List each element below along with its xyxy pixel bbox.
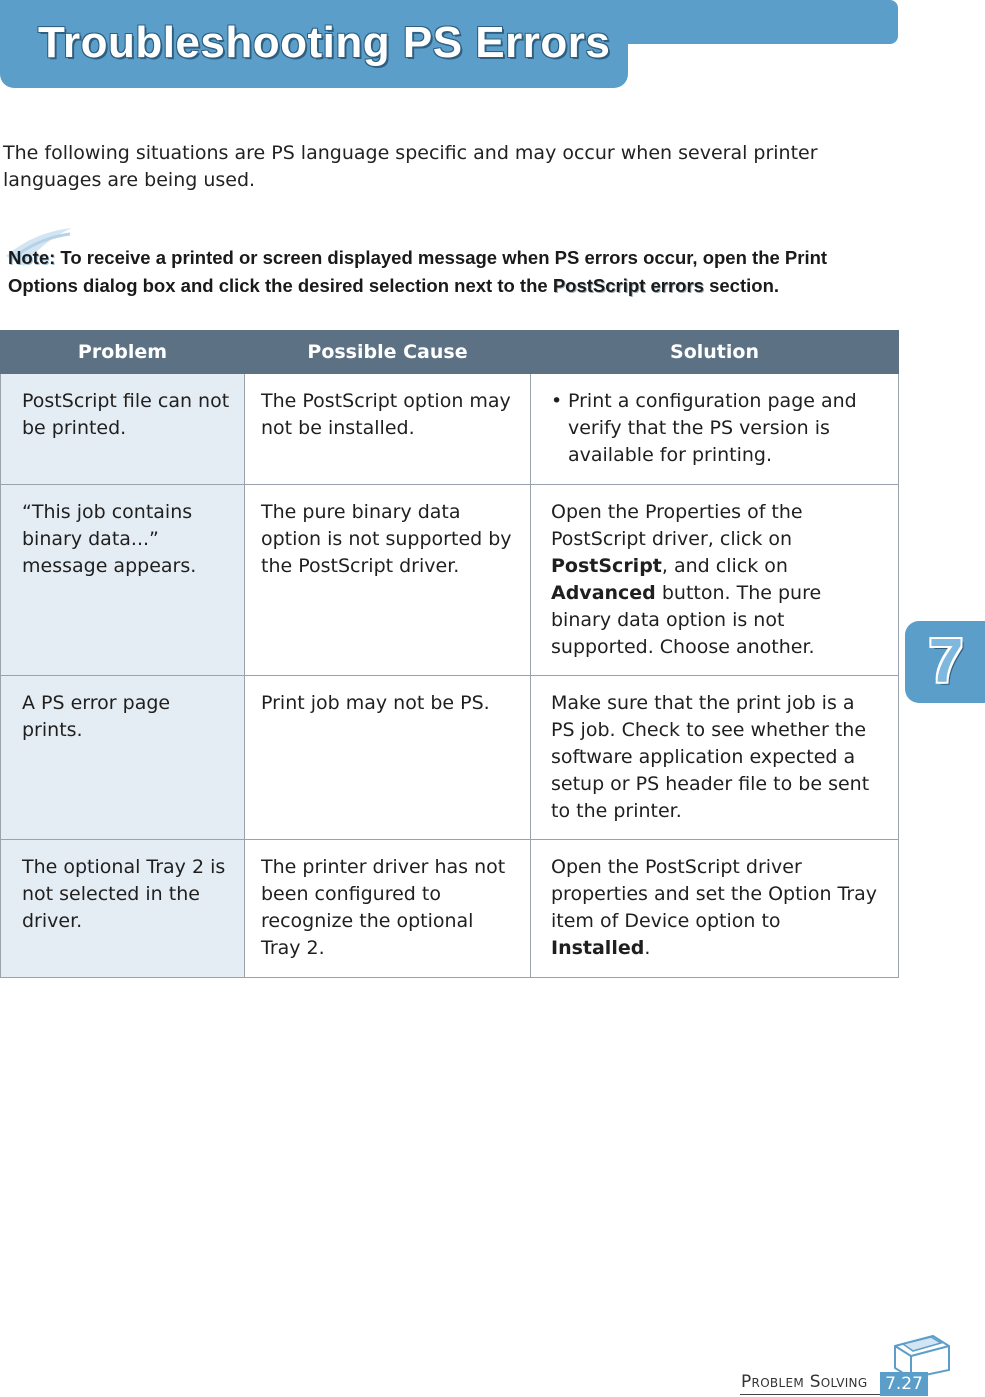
note-text-before: To receive a printed or screen displayed message when PS errors occur, open the Print Options dialog box and click the desired selection next to the bbox=[8, 247, 828, 296]
solution-cell bbox=[531, 374, 899, 485]
header-problem: Problem bbox=[1, 331, 245, 374]
troubleshooting-table bbox=[0, 330, 899, 978]
solution-text: , and click on bbox=[661, 555, 788, 577]
cause-cell: The printer driver has not been configured to recognize the optional Tray 2. bbox=[245, 840, 531, 978]
note-text-after: section. bbox=[703, 275, 780, 296]
note bbox=[8, 244, 898, 300]
problem-cell: A PS error page prints. bbox=[1, 676, 245, 840]
table-header-row bbox=[1, 331, 899, 374]
note-keyword: PostScript errors bbox=[552, 275, 704, 296]
chapter-number: 7 bbox=[928, 627, 964, 696]
chapter-tab bbox=[905, 621, 985, 703]
problem-cell: “This job contains binary data...” message appears. bbox=[1, 485, 245, 676]
solution-text: button. The pure binary data option is not supported. Choose another. bbox=[551, 582, 822, 658]
footer-section-text: Problem Solving bbox=[741, 1372, 868, 1392]
table-row bbox=[1, 485, 899, 676]
solution-bullet-item bbox=[551, 388, 884, 469]
footer-rule bbox=[740, 1394, 880, 1395]
cause-cell: Print job may not be PS. bbox=[245, 676, 531, 840]
solution-cell bbox=[531, 485, 899, 676]
problem-cell: The optional Tray 2 is not selected in the driver. bbox=[1, 840, 245, 978]
table-row bbox=[1, 676, 899, 840]
solution-text: Open the Properties of the PostScript driver, click on bbox=[551, 501, 803, 550]
page-title: Troubleshooting PS Errors bbox=[38, 18, 611, 67]
solution-text: Open the PostScript driver properties and set the Option Tray item of Device option to bbox=[551, 856, 878, 932]
note-label: Note: bbox=[8, 247, 56, 268]
solution-cell bbox=[531, 840, 899, 978]
page-number: 7.27 bbox=[880, 1372, 928, 1396]
solution-text: Print a configuration page and verify that the PS version is available for printing. bbox=[568, 390, 857, 466]
bullet-icon: • bbox=[551, 390, 563, 412]
solution-bold-text: Installed bbox=[551, 937, 645, 959]
solution-text: . bbox=[644, 937, 651, 959]
solution-bold-text: PostScript bbox=[551, 555, 662, 577]
header-banner bbox=[0, 0, 628, 88]
intro-paragraph: The following situations are PS language specific and may occur when several printer languages are being used. bbox=[3, 142, 818, 191]
solution-bold-text: Advanced bbox=[551, 582, 656, 604]
cause-cell: The PostScript option may not be installed. bbox=[245, 374, 531, 485]
footer-section-label bbox=[741, 1372, 867, 1392]
cause-cell: The pure binary data option is not supported by the PostScript driver. bbox=[245, 485, 531, 676]
problem-cell: PostScript file can not be printed. bbox=[1, 374, 245, 485]
solution-cell: Make sure that the print job is a PS job. Check to see whether the software application expected a setup or PS header file to be sent to the printer. bbox=[531, 676, 899, 840]
header-possible-cause: Possible Cause bbox=[245, 331, 531, 374]
table-row bbox=[1, 840, 899, 978]
header-solution: Solution bbox=[531, 331, 899, 374]
table-row bbox=[1, 374, 899, 485]
